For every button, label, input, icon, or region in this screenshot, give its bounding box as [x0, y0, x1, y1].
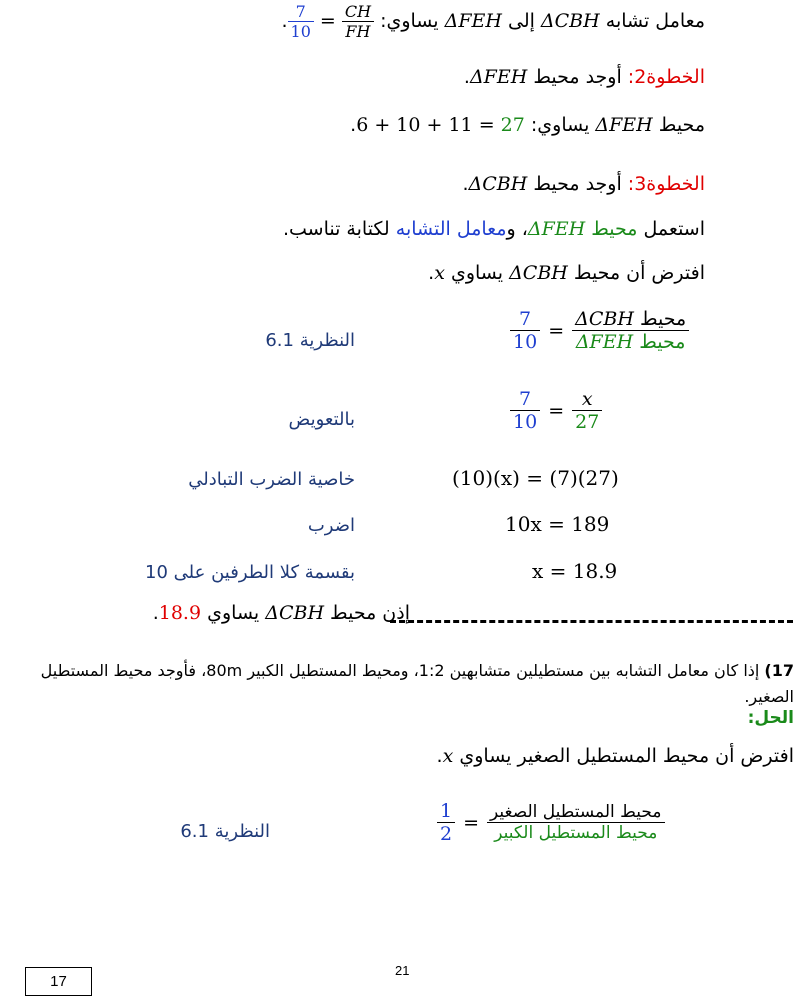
- denominator: 2: [437, 822, 455, 845]
- perimeter-feh-line: [350, 114, 705, 136]
- denominator: [572, 330, 689, 353]
- text: لكتابة تناسب.: [282, 218, 396, 240]
- perimeter-word: محيط: [585, 218, 638, 240]
- reason-divide: بقسمة كلا الطرفين على 10: [145, 562, 355, 583]
- equation-4: 10x = 189: [505, 512, 610, 536]
- triangle-feh: ΔFEH: [444, 10, 502, 32]
- text: إذن محيط: [324, 602, 410, 624]
- denominator: 10: [288, 21, 314, 41]
- equals: =: [463, 811, 480, 834]
- reason-cross-multiply: خاصية الضرب التبادلي: [188, 469, 355, 490]
- variable-x: x: [442, 745, 454, 767]
- dot: .: [428, 262, 435, 284]
- denominator: 10: [510, 410, 540, 433]
- numerator: x: [581, 388, 593, 410]
- denominator: محيط المستطيل الكبير: [487, 822, 665, 843]
- fraction-1-2: [437, 800, 455, 845]
- similarity-ratio-line: [282, 2, 706, 41]
- variable-x: x: [434, 262, 445, 284]
- triangle-feh: ΔFEH: [469, 66, 528, 88]
- sum-expression: = 11 + 10 + 6: [356, 114, 501, 136]
- numerator: 1: [440, 800, 453, 822]
- equals: =: [319, 10, 336, 32]
- text: يساوي: [201, 602, 266, 624]
- text: أوجد محيط: [527, 66, 628, 88]
- fraction-7-10: [288, 2, 314, 41]
- fraction-ch-fh: [342, 2, 374, 41]
- triangle-feh: ΔFEH: [595, 114, 653, 136]
- triangle-cbh: ΔCBH: [265, 602, 325, 624]
- reason-substitution: بالتعويض: [288, 409, 355, 430]
- step-label: الخطوة3:: [627, 173, 705, 195]
- denominator: 27: [572, 410, 602, 433]
- equals: =: [548, 399, 565, 422]
- numerator: 7: [519, 388, 532, 410]
- triangle-cbh: ΔCBH: [468, 173, 528, 195]
- question-number-box: 17: [25, 967, 92, 996]
- text: محيط: [633, 308, 687, 330]
- reason-theorem: النظرية 6.1: [180, 821, 270, 842]
- triangle-cbh: ΔCBH: [575, 308, 634, 330]
- solution-label: الحل:: [747, 708, 794, 728]
- triangle-feh: ΔFEH: [527, 218, 586, 240]
- denominator: 10: [510, 330, 540, 353]
- dot: .: [152, 602, 159, 624]
- text: افترض أن محيط المستطيل الصغير يساوي: [453, 745, 794, 767]
- equation-6: [437, 800, 665, 845]
- assume-x-line: [428, 262, 705, 284]
- numerator: محيط المستطيل الصغير: [490, 802, 662, 822]
- denominator: FH: [342, 21, 374, 41]
- fraction-x-27: [572, 388, 602, 433]
- text: يساوي:: [524, 114, 596, 136]
- dot: .: [463, 66, 470, 88]
- fraction-7-10: [510, 308, 540, 353]
- triangle-cbh: ΔCBH: [509, 262, 568, 284]
- equation-2: [510, 388, 602, 433]
- use-proportion-line: [283, 218, 705, 240]
- fraction-7-10: [510, 388, 540, 433]
- similarity-ratio-word: معامل التشابه: [395, 218, 507, 240]
- text: معامل تشابه: [599, 10, 705, 32]
- text: يساوي: [444, 262, 510, 284]
- equation-5: x = 18.9: [532, 559, 618, 583]
- step-label: الخطوة2:: [627, 66, 705, 88]
- conclusion-line: [153, 602, 410, 624]
- problem-number: 17): [764, 661, 794, 680]
- text: إلى: [501, 10, 541, 32]
- problem-17: [4, 658, 794, 710]
- text: محيط: [633, 331, 686, 353]
- fraction-perimeters: [572, 308, 689, 353]
- text: يساوي:: [374, 10, 445, 32]
- triangle-cbh: ΔCBH: [540, 10, 600, 32]
- text: محيط: [652, 114, 705, 136]
- equals: =: [548, 319, 565, 342]
- dot: .: [281, 10, 288, 32]
- text: استعمل: [637, 218, 705, 240]
- result-value: 27: [500, 114, 525, 136]
- equation-3: (10)(x) = (7)(27): [452, 466, 619, 490]
- reason-multiply: اضرب: [307, 515, 355, 536]
- dashed-separator: [390, 620, 793, 623]
- fraction-rectangles: [487, 802, 665, 843]
- assume-small-perimeter-line: [437, 745, 794, 767]
- dot: .: [436, 745, 443, 767]
- step-2: [464, 66, 705, 88]
- numerator: 7: [519, 308, 532, 330]
- numerator: CH: [344, 2, 372, 21]
- equation-1: [510, 308, 689, 353]
- page-number: 21: [395, 963, 410, 978]
- text: أوجد محيط: [527, 173, 628, 195]
- problem-text: إذا كان معامل التشابه بين مستطيلين متشابهين 1:2، ومحيط المستطيل الكبير 80m، فأوجد محيط المستطيل الصغير.: [40, 661, 794, 706]
- reason-theorem: النظرية 6.1: [265, 330, 355, 351]
- text: ، و: [506, 218, 528, 240]
- dot: .: [350, 114, 357, 136]
- text: افترض أن محيط: [567, 262, 705, 284]
- numerator: 7: [295, 2, 306, 21]
- dot: .: [462, 173, 469, 195]
- step-3: [462, 173, 705, 195]
- numerator: [572, 308, 689, 330]
- answer-value: 18.9: [158, 602, 202, 624]
- triangle-feh: ΔFEH: [575, 331, 634, 353]
